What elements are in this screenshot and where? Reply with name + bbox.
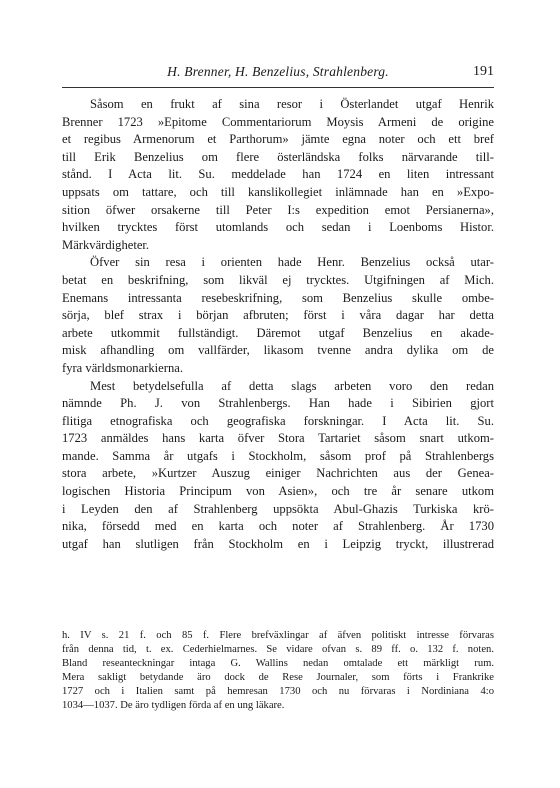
page-header	[62, 64, 494, 84]
footnote-line: 1034—1037. De äro tydligen förda af en ung läkare.	[62, 700, 285, 711]
footnote-line: 1727 och i Italien samt på hemresan 1730 och nu förvaras i Nordiniana 4:o	[62, 686, 494, 697]
header-rule	[62, 87, 494, 88]
footnote-line: Bland reseanteckningar intaga G. Wallins nedan omtalade ett märkligt rum.	[62, 658, 494, 669]
text-line: fyra världsmonarkierna.	[62, 360, 183, 375]
text-line: uppsats om tattare, och till kanslikollegiet inlämnade han en »Expo-	[62, 184, 494, 199]
text-line: Märkvärdigheter.	[62, 237, 150, 252]
text-line: hvilken trycktes först utomlands och sedan i Loenboms Histor.	[62, 220, 494, 235]
text-line: flitiga etnografiska och geografiska forskningar. I Acta lit. Su.	[62, 413, 494, 428]
text-line: nämnde Ph. J. von Strahlenbergs. Han hade i Sibirien gjort	[62, 396, 494, 411]
text-line: till Erik Benzelius om flere österländska folks närvarande till-	[62, 149, 494, 164]
footnote-line: Mera sakligt betydande äro dock de Rese Journaler, som förts i Frankrike	[62, 672, 494, 683]
text-line: et regibus Armenorum et Parthorum» jämte egna noter och ett bref	[62, 132, 494, 147]
text-line: nika, försedd med en karta och noter af Strahlenberg. År 1730	[62, 519, 494, 534]
text-line: logischen Historia Principum von Asien», och tre år senare utkom	[62, 484, 494, 499]
text-line: Mest betydelsefulla af detta slags arbeten voro den redan	[90, 378, 494, 393]
text-line: utgaf han slutligen från Stockholm en i Leipzig tryckt, illustrerad	[62, 536, 494, 551]
text-line: Enemans intressanta resebeskrifning, som Benzelius skulle ombe-	[62, 290, 494, 305]
text-line: Öfver sin resa i orienten hade Henr. Benzelius också utar-	[90, 255, 494, 270]
footnotes	[62, 629, 494, 713]
text-line: misk afhandling om vallfärder, likasom tvenne andra dylika om de	[62, 343, 494, 358]
page-number: 191	[473, 64, 494, 79]
body-text	[62, 96, 494, 553]
text-line: sition öfwer orsakerne till Peter I:s expedition emot Persianerna»,	[62, 202, 494, 217]
text-line: Brenner 1723 »Epitome Commentariorum Moysis Armeni de origine	[62, 114, 494, 129]
text-line: betat en beskrifning, som likväl ej trycktes. Utgifningen af Mich.	[62, 272, 494, 287]
running-head: H. Brenner, H. Benzelius, Strahlenberg.	[167, 64, 389, 79]
text-line: stånd. I Acta lit. Su. meddelade han 1724 en liten intressant	[62, 167, 494, 182]
text-line: stora arbete, »Kurtzer Auszug einiger Nachrichten aus der Genea-	[62, 466, 494, 481]
text-line: arbete utkommit fullständigt. Däremot utgaf Benzelius en akade-	[62, 325, 494, 340]
footnote-line: h. IV s. 21 f. och 85 f. Flere brefväxlingar af äfven politiskt intresse förvaras	[62, 630, 494, 641]
text-line: mande. Samma år utgafs i Stockholm, såsom prof på Strahlenbergs	[62, 448, 494, 463]
footnote-line: från denna tid, t. ex. Cederhielmarnes. Se vidare ofvan s. 89 ff. o. 132 f. noten.	[62, 644, 494, 655]
text-line: 1723 anmäldes hans karta öfver Stora Tartariet såsom snart utkom-	[62, 431, 494, 446]
text-line: Såsom en frukt af sina resor i Österlandet utgaf Henrik	[90, 97, 494, 111]
text-line: sörja, blef strax i början afbruten; först i våra dagar har detta	[62, 308, 494, 323]
text-line: i Leyden den af Strahlenberg uppsökta Abul-Ghazis Turkiska krö-	[62, 501, 494, 516]
